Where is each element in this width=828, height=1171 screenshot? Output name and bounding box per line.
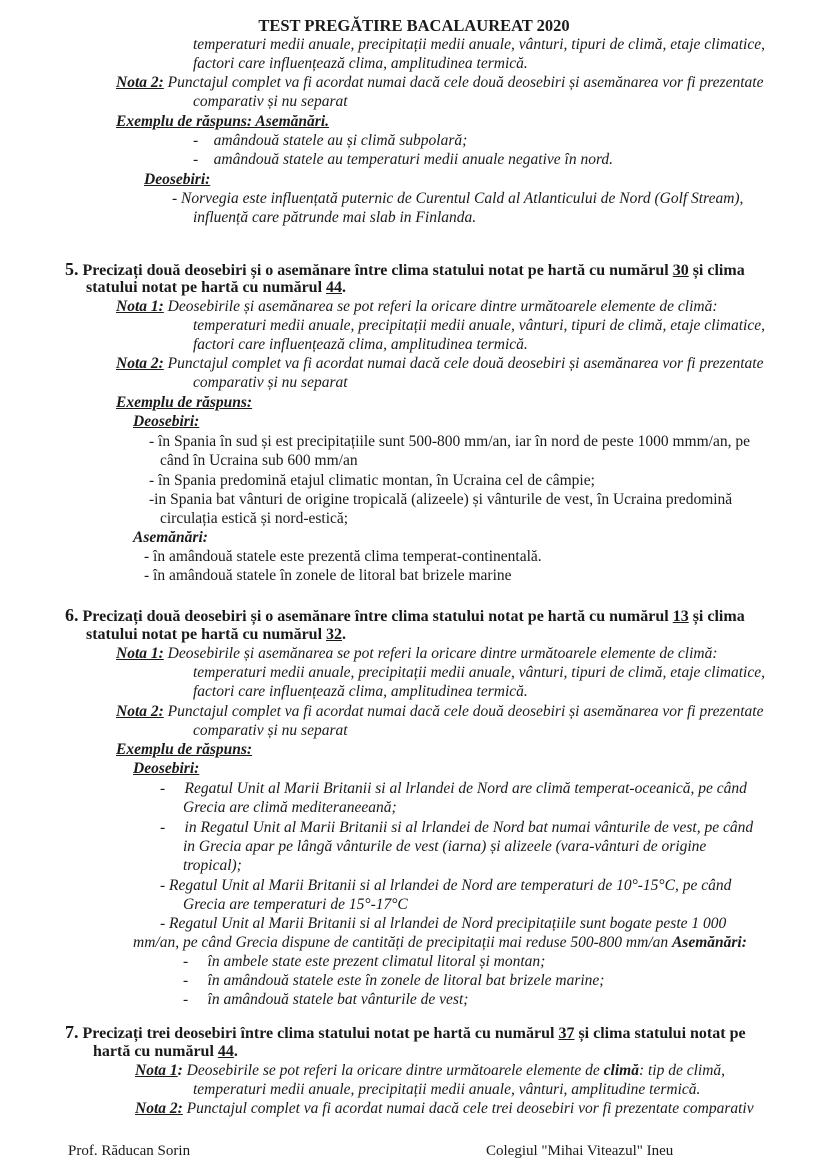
question-5-heading-line2: statului notat pe hartă cu numărul 44.	[86, 279, 347, 296]
nota1-line3: factori care influențează clima, amplitudinea termică.	[193, 336, 528, 353]
nota1: Nota 1: Deosebirile se pot referi la oricare dintre următoarele elemente de climă: tip de climă,	[135, 1062, 726, 1079]
asemanari-label: Asemănări:	[133, 529, 208, 546]
list-item: - amândouă statele au temperaturi medii anuale negative în nord.	[193, 151, 614, 168]
list-item: - in Regatul Unit al Marii Britanii si al lrlandei de Nord bat numai vânturile de vest, pe când	[160, 819, 754, 836]
deosebiri-label: Deosebiri:	[144, 171, 211, 188]
exemplu-label: Exemplu de răspuns:	[116, 741, 253, 758]
list-item: - în Spania predomină etajul climatic montan, în Ucraina cel de câmpie;	[149, 472, 595, 489]
list-item: - Norvegia este influențată puternic de Curentul Cald al Atlanticului de Nord (Golf Stream),	[172, 190, 744, 207]
list-item: - în amândouă statele în zonele de litoral bat brizele marine	[144, 567, 512, 584]
question-7-heading: 7. Precizați trei deosebiri între clima statului notat pe hartă cu numărul 37 și clima statului notat pe	[65, 1022, 746, 1042]
list-item: - în ambele state este prezent climatul litoral și montan;	[183, 953, 546, 970]
list-item: -in Spania bat vânturi de origine tropicală (alizeele) și vânturile de vest, în Ucraina predomină	[149, 491, 733, 508]
page-title: TEST PREGĂTIRE BACALAUREAT 2020	[258, 16, 570, 35]
nota2-line2: comparativ și nu separat	[193, 93, 348, 110]
list-item: circulația estică și nord-estică;	[160, 510, 349, 527]
nota1-line2: temperaturi medii anuale, precipitații medii anuale, vânturi, tipuri de climă, etaje climatice,	[193, 317, 765, 334]
nota2: Nota 2: Punctajul complet va fi acordat numai dacă cele două deosebiri și asemănarea vor fi prezentate	[116, 74, 764, 91]
nota2-label: Nota 2:	[116, 74, 164, 91]
footer-author: Prof. Răducan Sorin	[68, 1143, 191, 1159]
nota2-line2: comparativ și nu separat	[193, 374, 348, 391]
list-item: - amândouă statele au și climă subpolară;	[193, 132, 468, 149]
list-item: - în amândouă statele este în zonele de litoral bat brizele marine;	[183, 972, 605, 989]
nota1: Nota 1: Deosebirile și asemănarea se pot referi la oricare dintre următoarele elemente de climă:	[116, 298, 718, 315]
asemanari-label: Asemănări:	[671, 934, 747, 951]
exemplu-label: Exemplu de răspuns: Asemănări.	[116, 113, 330, 130]
nota1-line2: temperaturi medii anuale, precipitații medii anuale, vânturi, tipuri de climă, etaje climatice,	[193, 36, 765, 53]
list-item: in Grecia apar pe lângă vânturile de vest (iarna) și alizeele (vara-vânturi de origine	[183, 838, 707, 855]
list-item: - Regatul Unit al Marii Britanii si al lrlandei de Nord precipitațiile sunt bogate peste 1 000	[160, 915, 727, 932]
question-6-heading-line2: statului notat pe hartă cu numărul 32.	[86, 626, 347, 643]
nota1-line3: factori care influențează clima, amplitudinea termică.	[193, 683, 528, 700]
list-item: Grecia are temperaturi de 15°-17°C	[183, 896, 408, 913]
question-6-heading: 6. Precizați două deosebiri și o asemănare între clima statului notat pe hartă cu numărul 13 și clima	[65, 605, 745, 625]
footer-school: Colegiul "Mihai Viteazul" Ineu	[486, 1143, 674, 1159]
nota2-line2: comparativ și nu separat	[193, 722, 348, 739]
exemplu-label: Exemplu de răspuns:	[116, 394, 253, 411]
nota2: Nota 2: Punctajul complet va fi acordat numai dacă cele două deosebiri și asemănarea vor fi prezentate	[116, 703, 764, 720]
deosebiri-label: Deosebiri:	[133, 413, 200, 430]
question-5-heading: 5. Precizați două deosebiri și o asemănare între clima statului notat pe hartă cu numărul 30 și clima	[65, 259, 745, 279]
list-item: când în Ucraina sub 600 mm/an	[160, 452, 358, 469]
nota2: Nota 2: Punctajul complet va fi acordat numai dacă cele două deosebiri și asemănarea vor fi prezentate	[116, 355, 764, 372]
list-item: - Regatul Unit al Marii Britanii si al lrlandei de Nord are climă temperat-oceanică, pe când	[160, 780, 747, 797]
nota1: Nota 1: Deosebirile și asemănarea se pot referi la oricare dintre următoarele elemente de climă:	[116, 645, 718, 662]
list-item: - Regatul Unit al Marii Britanii si al lrlandei de Nord are temperaturi de 10°-15°C, pe când	[160, 877, 732, 894]
list-item: tropical);	[183, 857, 242, 874]
nota2: Nota 2: Punctajul complet va fi acordat numai dacă cele trei deosebiri vor fi prezentate comparativ	[135, 1100, 754, 1117]
list-item: - în amândouă statele este prezentă clima temperat-continentală.	[144, 548, 542, 565]
list-item: mm/an, pe când Grecia dispune de cantități de precipitații mai reduse 500-800 mm/an Asemănări:	[133, 934, 747, 951]
nota1-line2: temperaturi medii anuale, precipitații medii anuale, vânturi, amplitudine termică.	[193, 1081, 701, 1098]
list-item: - în Spania în sud și est precipitațiile sunt 500-800 mm/an, iar în nord de peste 1000 mmm/an, pe	[149, 433, 750, 450]
question-7-heading-line2: hartă cu numărul 44.	[93, 1043, 238, 1060]
list-item: - în amândouă statele bat vânturile de vest;	[183, 991, 469, 1008]
list-item: influență care pătrunde mai slab in Finlanda.	[193, 209, 477, 226]
nota1-line3: factori care influențează clima, amplitudinea termică.	[193, 55, 528, 72]
list-item: Grecia are climă mediteraneeană;	[183, 799, 397, 816]
nota1-line2: temperaturi medii anuale, precipitații medii anuale, vânturi, tipuri de climă, etaje climatice,	[193, 664, 765, 681]
deosebiri-label: Deosebiri:	[133, 760, 200, 777]
